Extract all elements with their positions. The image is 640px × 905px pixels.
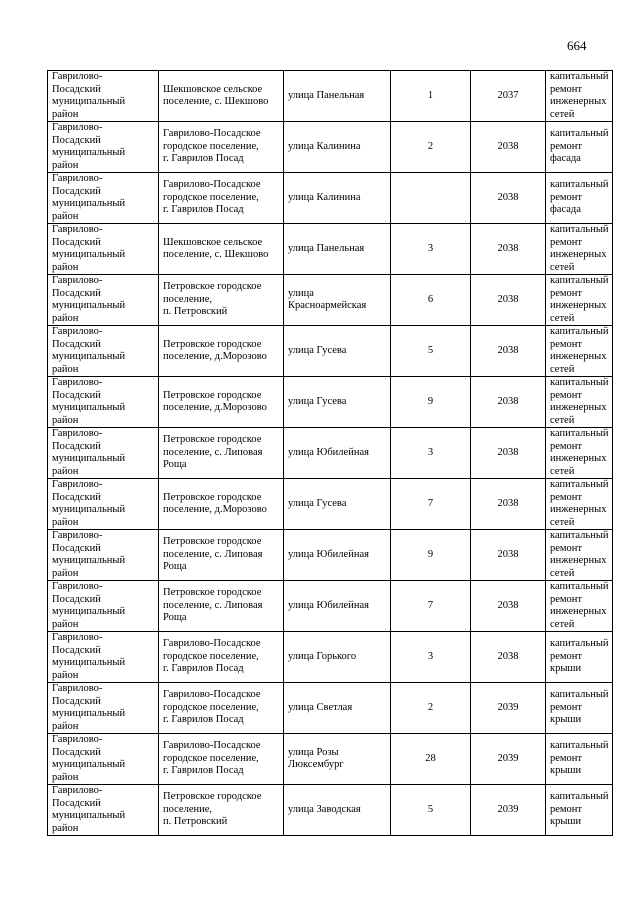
work-type-cell xyxy=(546,479,613,530)
district-cell xyxy=(48,428,159,479)
work-type-cell-text: капитальный ремонт крыши xyxy=(550,689,609,726)
street-cell xyxy=(284,377,391,428)
year-cell-text: 2038 xyxy=(497,395,519,407)
table-row xyxy=(48,71,613,122)
street-cell-text: улица Красноармейская xyxy=(288,287,367,311)
work-type-cell-text: капитальный ремонт крыши xyxy=(550,638,609,675)
house-number-cell-text: 2 xyxy=(427,140,434,152)
district-cell xyxy=(48,122,159,173)
year-cell xyxy=(471,479,546,530)
house-number-cell-text: 3 xyxy=(427,446,434,458)
settlement-cell-text: Петровское городское поселение, п. Петровский xyxy=(163,791,262,828)
house-number-cell-text: 6 xyxy=(427,293,434,305)
table-row xyxy=(48,734,613,785)
street-cell xyxy=(284,122,391,173)
year-cell-text: 2038 xyxy=(497,650,519,662)
year-cell-text: 2038 xyxy=(497,191,519,203)
street-cell xyxy=(284,326,391,377)
settlement-cell xyxy=(159,785,284,836)
year-cell xyxy=(471,173,546,224)
house-number-cell xyxy=(391,71,471,122)
settlement-cell-text: Петровское городское поселение, п. Петровский xyxy=(163,281,262,318)
settlement-cell-text: Гаврилово-Посадское городское поселение, г. Гаврилов Посад xyxy=(163,689,261,726)
district-cell xyxy=(48,326,159,377)
house-number-cell-text: 1 xyxy=(427,89,434,101)
district-cell-text: Гаврилово- Посадский муниципальный район xyxy=(52,173,126,222)
district-cell xyxy=(48,71,159,122)
table-row xyxy=(48,224,613,275)
street-cell xyxy=(284,173,391,224)
settlement-cell-text: Шекшовское сельское поселение, с. Шекшово xyxy=(163,83,269,107)
work-type-cell xyxy=(546,377,613,428)
settlement-cell xyxy=(159,632,284,683)
district-cell xyxy=(48,275,159,326)
table-row xyxy=(48,632,613,683)
street-cell xyxy=(284,632,391,683)
street-cell-text: улица Гусева xyxy=(288,395,347,407)
house-number-cell xyxy=(391,428,471,479)
settlement-cell xyxy=(159,530,284,581)
settlement-cell xyxy=(159,377,284,428)
work-type-cell-text: капитальный ремонт инженерных сетей xyxy=(550,224,609,273)
year-cell-text: 2038 xyxy=(497,446,519,458)
house-number-cell xyxy=(391,326,471,377)
year-cell xyxy=(471,632,546,683)
street-cell-text: улица Калинина xyxy=(288,140,361,152)
repair-schedule-table xyxy=(47,70,613,836)
settlement-cell-text: Гаврилово-Посадское городское поселение, г. Гаврилов Посад xyxy=(163,638,261,675)
work-type-cell-text: капитальный ремонт инженерных сетей xyxy=(550,530,609,579)
settlement-cell xyxy=(159,173,284,224)
street-cell xyxy=(284,275,391,326)
district-cell xyxy=(48,632,159,683)
settlement-cell xyxy=(159,326,284,377)
year-cell xyxy=(471,71,546,122)
table-row xyxy=(48,683,613,734)
year-cell xyxy=(471,377,546,428)
street-cell xyxy=(284,785,391,836)
settlement-cell xyxy=(159,122,284,173)
district-cell xyxy=(48,581,159,632)
house-number-cell-text: 7 xyxy=(427,599,434,611)
district-cell-text: Гаврилово- Посадский муниципальный район xyxy=(52,785,126,834)
table-row xyxy=(48,326,613,377)
house-number-cell-text: 28 xyxy=(425,752,436,764)
table-row xyxy=(48,530,613,581)
house-number-cell xyxy=(391,173,471,224)
work-type-cell xyxy=(546,71,613,122)
year-cell-text: 2039 xyxy=(497,803,519,815)
work-type-cell xyxy=(546,275,613,326)
district-cell-text: Гаврилово- Посадский муниципальный район xyxy=(52,224,126,273)
district-cell xyxy=(48,785,159,836)
house-number-cell-text: 9 xyxy=(427,395,434,407)
year-cell-text: 2038 xyxy=(497,497,519,509)
work-type-cell-text: капитальный ремонт инженерных сетей xyxy=(550,275,609,324)
work-type-cell xyxy=(546,734,613,785)
year-cell-text: 2038 xyxy=(497,344,519,356)
work-type-cell xyxy=(546,326,613,377)
settlement-cell xyxy=(159,683,284,734)
settlement-cell-text: Петровское городское поселение, с. Липовая Роща xyxy=(163,536,263,573)
district-cell-text: Гаврилово- Посадский муниципальный район xyxy=(52,734,126,783)
settlement-cell-text: Петровское городское поселение, с. Липовая Роща xyxy=(163,434,263,471)
district-cell-text: Гаврилово- Посадский муниципальный район xyxy=(52,275,126,324)
table-row xyxy=(48,377,613,428)
house-number-cell xyxy=(391,122,471,173)
work-type-cell-text: капитальный ремонт инженерных сетей xyxy=(550,581,609,630)
street-cell xyxy=(284,581,391,632)
work-type-cell xyxy=(546,683,613,734)
house-number-cell-text: 5 xyxy=(427,344,434,356)
district-cell-text: Гаврилово- Посадский муниципальный район xyxy=(52,683,126,732)
year-cell-text: 2039 xyxy=(497,752,519,764)
table-row xyxy=(48,428,613,479)
house-number-cell xyxy=(391,275,471,326)
work-type-cell-text: капитальный ремонт крыши xyxy=(550,740,609,777)
street-cell-text: улица Юбилейная xyxy=(288,548,369,560)
work-type-cell-text: капитальный ремонт крыши xyxy=(550,791,609,828)
district-cell xyxy=(48,734,159,785)
street-cell xyxy=(284,224,391,275)
house-number-cell-text: 7 xyxy=(427,497,434,509)
house-number-cell xyxy=(391,734,471,785)
table-row xyxy=(48,122,613,173)
year-cell-text: 2038 xyxy=(497,242,519,254)
district-cell-text: Гаврилово- Посадский муниципальный район xyxy=(52,581,126,630)
house-number-cell-text: 9 xyxy=(427,548,434,560)
house-number-cell-text: 5 xyxy=(427,803,434,815)
work-type-cell xyxy=(546,428,613,479)
street-cell-text: улица Панельная xyxy=(288,242,365,254)
street-cell xyxy=(284,71,391,122)
work-type-cell xyxy=(546,122,613,173)
table-row xyxy=(48,173,613,224)
house-number-cell xyxy=(391,785,471,836)
work-type-cell-text: капитальный ремонт инженерных сетей xyxy=(550,479,609,528)
district-cell-text: Гаврилово- Посадский муниципальный район xyxy=(52,530,126,579)
settlement-cell-text: Петровское городское поселение, с. Липовая Роща xyxy=(163,587,263,624)
year-cell xyxy=(471,530,546,581)
settlement-cell-text: Петровское городское поселение, д.Морозово xyxy=(163,491,267,515)
house-number-cell xyxy=(391,377,471,428)
work-type-cell-text: капитальный ремонт фасада xyxy=(550,128,609,165)
street-cell-text: улица Заводская xyxy=(288,803,361,815)
settlement-cell-text: Петровское городское поселение, д.Морозово xyxy=(163,389,267,413)
street-cell xyxy=(284,683,391,734)
work-type-cell-text: капитальный ремонт фасада xyxy=(550,179,609,216)
district-cell xyxy=(48,683,159,734)
settlement-cell-text: Шекшовское сельское поселение, с. Шекшово xyxy=(163,236,269,260)
street-cell-text: улица Калинина xyxy=(288,191,361,203)
district-cell-text: Гаврилово- Посадский муниципальный район xyxy=(52,428,126,477)
house-number-cell xyxy=(391,632,471,683)
district-cell-text: Гаврилово- Посадский муниципальный район xyxy=(52,479,126,528)
table-row xyxy=(48,581,613,632)
street-cell-text: улица Гусева xyxy=(288,497,347,509)
settlement-cell-text: Гаврилово-Посадское городское поселение, г. Гаврилов Посад xyxy=(163,740,261,777)
settlement-cell xyxy=(159,581,284,632)
year-cell xyxy=(471,428,546,479)
year-cell xyxy=(471,785,546,836)
district-cell xyxy=(48,479,159,530)
table-row xyxy=(48,275,613,326)
house-number-cell-text: 2 xyxy=(427,701,434,713)
street-cell-text: улица Панельная xyxy=(288,89,365,101)
year-cell-text: 2039 xyxy=(497,701,519,713)
district-cell-text: Гаврилово- Посадский муниципальный район xyxy=(52,122,126,171)
settlement-cell xyxy=(159,71,284,122)
work-type-cell xyxy=(546,530,613,581)
year-cell xyxy=(471,224,546,275)
settlement-cell-text: Гаврилово-Посадское городское поселение, г. Гаврилов Посад xyxy=(163,179,261,216)
work-type-cell-text: капитальный ремонт инженерных сетей xyxy=(550,428,609,477)
street-cell-text: улица Юбилейная xyxy=(288,599,369,611)
year-cell xyxy=(471,122,546,173)
street-cell-text: улица Светлая xyxy=(288,701,353,713)
work-type-cell xyxy=(546,785,613,836)
house-number-cell xyxy=(391,530,471,581)
table-row xyxy=(48,479,613,530)
year-cell-text: 2038 xyxy=(497,293,519,305)
street-cell xyxy=(284,479,391,530)
district-cell xyxy=(48,224,159,275)
district-cell-text: Гаврилово- Посадский муниципальный район xyxy=(52,632,126,681)
settlement-cell xyxy=(159,479,284,530)
house-number-cell-text: 3 xyxy=(427,650,434,662)
district-cell xyxy=(48,173,159,224)
year-cell-text: 2038 xyxy=(497,548,519,560)
district-cell-text: Гаврилово- Посадский муниципальный район xyxy=(52,71,126,120)
street-cell-text: улица Горького xyxy=(288,650,357,662)
district-cell-text: Гаврилово- Посадский муниципальный район xyxy=(52,326,126,375)
house-number-cell xyxy=(391,683,471,734)
work-type-cell-text: капитальный ремонт инженерных сетей xyxy=(550,326,609,375)
street-cell xyxy=(284,734,391,785)
settlement-cell xyxy=(159,428,284,479)
year-cell xyxy=(471,581,546,632)
page-number: 664 xyxy=(567,38,587,53)
house-number-cell xyxy=(391,479,471,530)
district-cell xyxy=(48,530,159,581)
street-cell-text: улица Юбилейная xyxy=(288,446,369,458)
year-cell xyxy=(471,734,546,785)
year-cell-text: 2037 xyxy=(497,89,519,101)
work-type-cell xyxy=(546,173,613,224)
table-row xyxy=(48,785,613,836)
settlement-cell-text: Петровское городское поселение, д.Морозово xyxy=(163,338,267,362)
street-cell xyxy=(284,530,391,581)
year-cell-text: 2038 xyxy=(497,140,519,152)
work-type-cell xyxy=(546,632,613,683)
street-cell-text: улица Розы Люксембург xyxy=(288,746,344,770)
table-body xyxy=(48,71,613,836)
district-cell xyxy=(48,377,159,428)
year-cell xyxy=(471,326,546,377)
settlement-cell-text: Гаврилово-Посадское городское поселение, г. Гаврилов Посад xyxy=(163,128,261,165)
street-cell xyxy=(284,428,391,479)
settlement-cell xyxy=(159,734,284,785)
house-number-cell-text: 3 xyxy=(427,242,434,254)
work-type-cell-text: капитальный ремонт инженерных сетей xyxy=(550,71,609,120)
work-type-cell xyxy=(546,224,613,275)
street-cell-text: улица Гусева xyxy=(288,344,347,356)
district-cell-text: Гаврилово- Посадский муниципальный район xyxy=(52,377,126,426)
year-cell-text: 2038 xyxy=(497,599,519,611)
year-cell xyxy=(471,275,546,326)
house-number-cell xyxy=(391,224,471,275)
house-number-cell xyxy=(391,581,471,632)
settlement-cell xyxy=(159,275,284,326)
settlement-cell xyxy=(159,224,284,275)
year-cell xyxy=(471,683,546,734)
work-type-cell-text: капитальный ремонт инженерных сетей xyxy=(550,377,609,426)
work-type-cell xyxy=(546,581,613,632)
